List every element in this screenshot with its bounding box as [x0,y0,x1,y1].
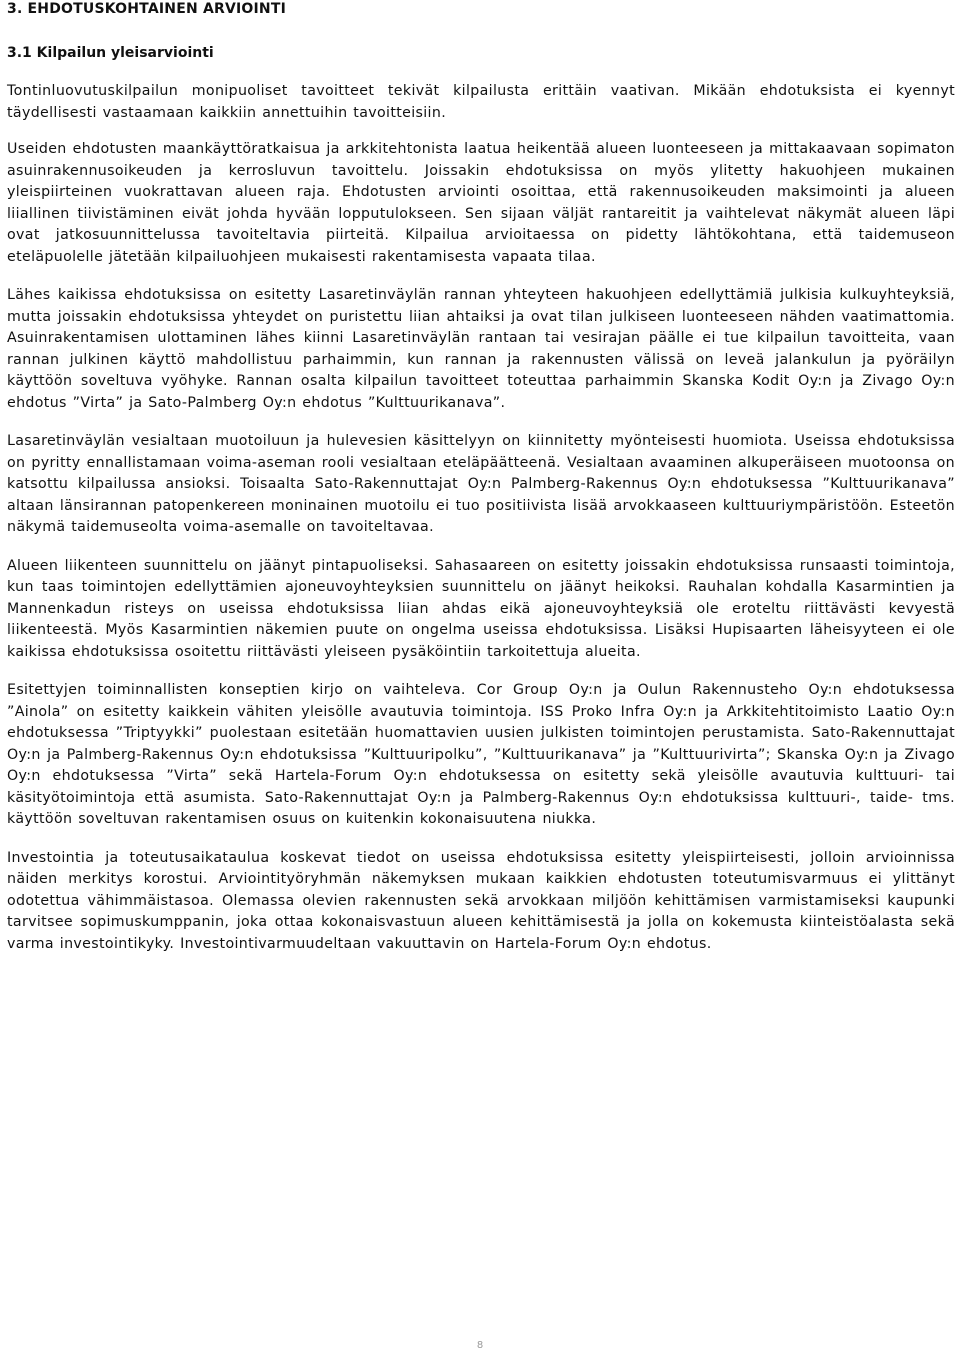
paragraph-functional-concepts: Esitettyjen toiminnallisten konseptien kirjo on vaihteleva. Cor Group Oy:n ja Oulun Rakennusteho Oy:n ehdotuksessa ”Ainola” on esitetty kaikkein vähiten yleisölle avautuvia toimintoja. ISS Proko Infra Oy:n ja Arkkitehtitoimisto Laatio Oy:n ehdotuksessa ”Triptyykki” puolestaan esitetään huomattavien uusien julkisten toimintojen perustamista. Sato-Rakennuttajat Oy:n ja Palmberg-Rakennus Oy:n ehdotuksissa ”Kulttuuripolku”, ”Kulttuurikanava” ja ”Kulttuurivirta”; Skanska Oy:n ja Zivago Oy:n ehdotuksessa ”Virta” sekä Hartela-Forum Oy:n ehdotuksessa on esitetty sekä yleisölle avautuvia kulttuuri- tai käsityötoimintoja että asumista. Sato-Rakennuttajat Oy:n ja Palmberg-Rakennus Oy:n ehdotuksissa kulttuuri-, taide- tms. käyttöön soveltuvan rakentamisen osuus on kuitenkin kokonaisuutena niukka. [7,682,955,827]
paragraph-water-basin: Lasaretinväylän vesialtaan muotoiluun ja hulevesien käsittelyyn on kiinnitetty myönteisesti huomiota. Useissa ehdotuksissa on pyritty ennallistamaan voima-aseman rooli vesialtaan eteläpäätteenä. Vesialtaan avaaminen alkuperäiseen muotoonsa on katsottu kilpailussa ansioksi. Toisaalta Sato-Rakennuttajat Oy:n Palmberg-Rakennus Oy:n ehdotuksessa ”Kulttuurikanava” altaan länsirannan patopenkereen moninainen muotoilu ei tuo positiivista lisää arvokkaaseen kulttuuriympäristöön. Esteetön näkymä taidemuseolta voima-asemalle on tavoiteltavaa. [7,433,955,535]
paragraph-intro: Tontinluovutuskilpailun monipuoliset tavoitteet tekivät kilpailusta erittäin vaativan. Mikään ehdotuksista ei kyennyt täydellisesti vastaamaan kaikkiin annettuihin tavoitteisiin. [7,83,955,121]
subsection-title: 3.1 Kilpailun yleisarviointi [7,45,214,61]
paragraph-land-use: Useiden ehdotusten maankäyttöratkaisua ja arkkitehtonista laatua heikentää alueen luonteeseen ja mittakaavaan sopimaton asuinrakennusoikeuden ja kerrosluvun tavoittelu. Joissakin ehdotuksissa on myös ylitetty hakuohjeen mukainen yleispiirteinen vuokrattavan alueen raja. Ehdotusten arviointi osoittaa, että rakennusoikeuden maksimointi ja alueen liiallinen tiivistäminen eivät johda hyvään lopputulokseen. Sen sijaan väljät rantareitit ja vaihtelevat näkymät alueen läpi ovat jatkosuunnittelussa tavoiteltavia piirteitä. Kilpailua arvioitaessa on pidetty lähtökohtana, että taidemuseon eteläpuolelle jätetään kilpailuohjeen mukaisesti rakentamisesta vapaata tilaa. [7,141,955,265]
document-page [7,0,955,955]
paragraph-investment: Investointia ja toteutusaikataulua koskevat tiedot on useissa ehdotuksissa esitetty yleispiirteisesti, jolloin arvioinnissa näiden merkitys korostui. Arviointityöryhmän näkemyksen mukaan kaikkien ehdotusten toteutumisvarmuus ei ylittänyt odotettua vähimmäistasoa. Olemassa olevien rakennusten sekä arvokkaan miljöön kehittämisen varmistamiseksi kaupunki tarvitsee sopimuskumppanin, joka ottaa kokonaisvastuun alueen kehittämisestä ja jolla on kokemusta kiinteistöalasta sekä varma investointikyky. Investointivarmuudeltaan vakuuttavin on Hartela-Forum Oy:n ehdotus. [7,849,955,952]
paragraph-shoreline-access: Lähes kaikissa ehdotuksissa on esitetty Lasaretinväylän rannan yhteyteen hakuohjeen edellyttämiä julkisia kulkuyhteyksiä, mutta joissakin ehdotuksissa yhteydet on puristettu liian ahtaiksi ja ovat tilan julkiseen luonteeseen nähden vaatimattomia. Asuinrakentamisen ulottaminen lähes kiinni Lasaretinväylän rantaan tai vesirajan päälle ei tue kilpailun tavoitteita, vaan rannan julkinen käyttö mahdollistuu parhaimmin, kun rannan ja rakennusten välissä on leveä jalankulun ja pyöräilyn käyttöön soveltuva vyöhyke. Rannan osalta kilpailun tavoitteet toteuttaa parhaimmin Skanska Kodit Oy:n ja Zivago Oy:n ehdotus ”Virta” ja Sato-Palmberg Oy:n ehdotus ”Kulttuurikanava”. [7,287,955,411]
page-number: 8 [476,1340,484,1351]
paragraph-traffic: Alueen liikenteen suunnittelu on jäänyt pintapuoliseksi. Sahasaareen on esitetty joissakin ehdotuksissa runsaasti toimintoja, kun taas toimintojen edellyttämien ajoneuvoyhteyksien suunnittelu on jäänyt heikoksi. Rauhalan kohdalla Kasarmintien ja Mannenkadun risteys on useissa ehdotuksissa liian ahdas eikä ajoneuvoyhteyksiä ole eroteltu riittävästi kevyestä liikenteestä. Myös Kasarmintien näkemien puute on ongelma useissa ehdotuksissa. Lisäksi Hupisaarten läheisyyteen ei ole kaikissa ehdotuksissa osoitettu riittävästi yleiseen pysäköintiin tarkoitettuja alueita. [7,557,955,660]
section-title: 3. EHDOTUSKOHTAINEN ARVIOINTI [7,1,286,17]
